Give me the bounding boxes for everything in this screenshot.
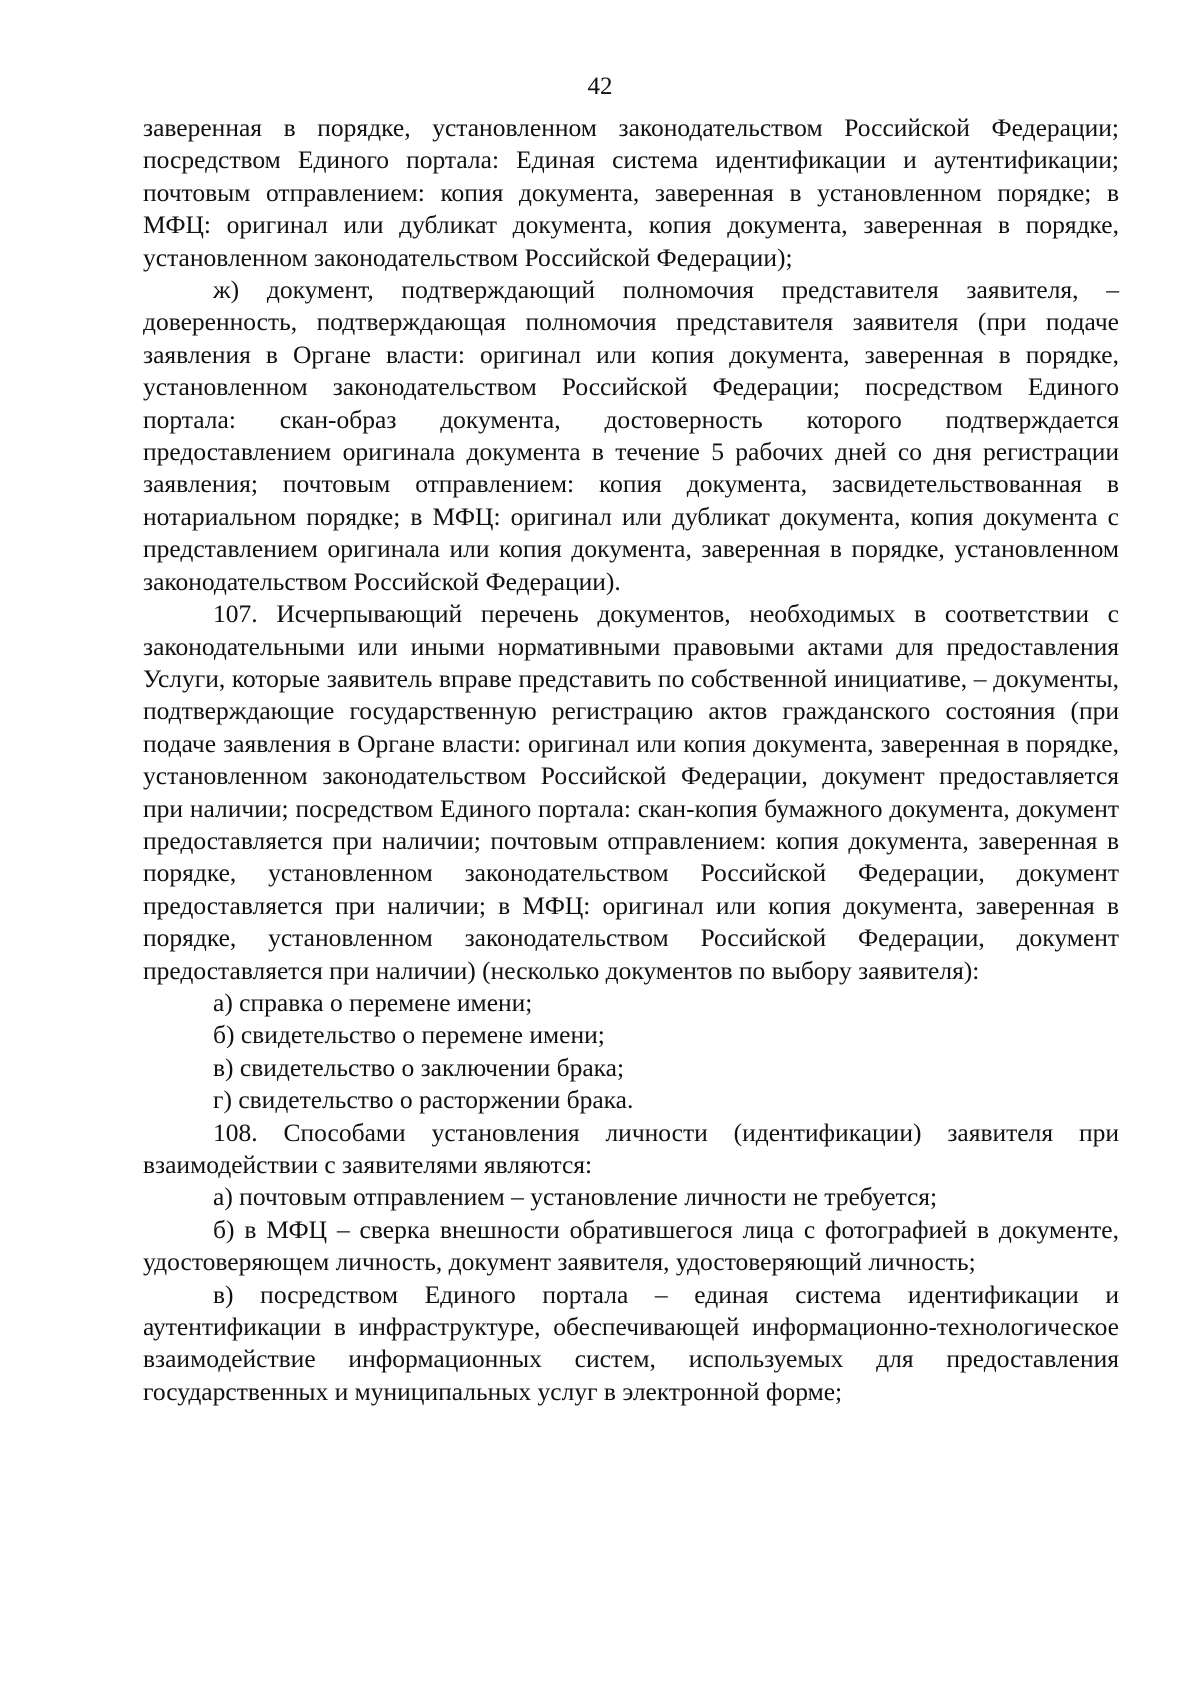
paragraph-item-zh: ж) документ, подтверждающий полномочия представителя заявителя, – доверенность, подтверждающая полномочия представителя заявителя (при подаче заявления в Органе власти: оригинал или копия документа, заверенная в порядке, установленном законодательством Российской Федерации; посредством Единого портала: скан-образ документа, достоверность которого подтверждается предоставлением оригинала документа в течение 5 рабочих дней со дня регистрации заявления; почтовым отправлением: копия документа, засвидетельствованная в нотариальном порядке; в МФЦ: оригинал или дубликат документа, копия документа с представлением оригинала или копия документа, заверенная в порядке, установленном законодательством Российской Федерации). [143, 275, 1119, 596]
page-number: 42 [587, 73, 613, 100]
list-item-b-mfc: б) в МФЦ – сверка внешности обратившегося лица с фотографией в документе, удостоверяющем личность, документ заявителя, удостоверяющий личность; [143, 1214, 1119, 1277]
paragraph-107: 107. Исчерпывающий перечень документов, необходимых в соответствии с законодательными или иными нормативными правовыми актами для предоставления Услуги, которые заявитель вправе представить по собственной инициативе, – документы, подтверждающие государственную регистрацию актов гражданского состояния (при подаче заявления в Органе власти: оригинал или копия документа, заверенная в порядке, установленном законодательством Российской Федерации, документ предоставляется при наличии; посредством Единого портала: скан-копия бумажного документа, документ предоставляется при наличии; почтовым отправлением: копия документа, заверенная в порядке, установленном законодательством Российской Федерации, документ предоставляется при наличии; в МФЦ: оригинал или копия документа, заверенная в порядке, установленном законодательством Российской Федерации, документ предоставляется при наличии) (несколько документов по выбору заявителя): [143, 599, 1119, 985]
list-item-a-name-change-certificate: а) справка о перемене имени; [213, 987, 533, 1017]
paragraph-108: 108. Способами установления личности (идентификации) заявителя при взаимодействии с заявителями являются: [143, 1117, 1119, 1179]
list-item-v-portal: в) посредством Единого портала – единая система идентификации и аутентификации в инфраструктуре, обеспечивающей информационно-технологическое взаимодействие информационных систем, используемых для предоставления государственных и муниципальных услуг в электронной форме; [143, 1279, 1119, 1406]
list-item-v-marriage-record: в) свидетельство о заключении брака; [213, 1052, 625, 1082]
document-body [143, 112, 1119, 1408]
list-item-g-divorce-record: г) свидетельство о расторжении брака. [213, 1085, 634, 1115]
list-item-a-postal: а) почтовым отправлением – установление личности не требуется; [213, 1182, 938, 1212]
list-item-b-name-change-record: б) свидетельство о перемене имени; [213, 1020, 605, 1050]
paragraph-continuation: заверенная в порядке, установленном законодательством Российской Федерации; посредством Единого портала: Единая система идентификации и аутентификации; почтовым отправлением: копия документа, заверенная в установленном порядке; в МФЦ: оригинал или дубликат документа, копия документа, заверенная в порядке, установленном законодательством Российской Федерации); [143, 113, 1119, 272]
